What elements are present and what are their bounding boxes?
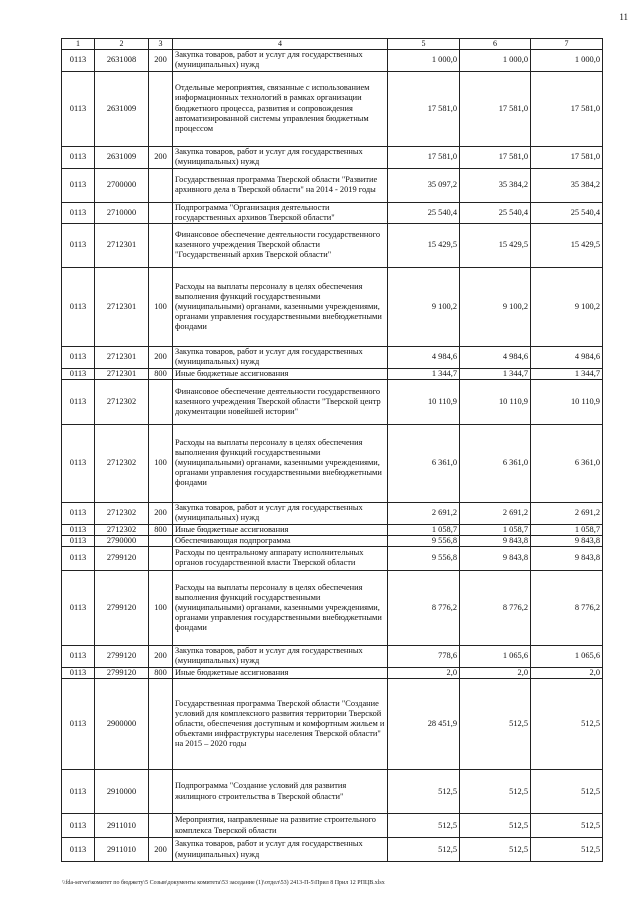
amount-col6-cell: 2 691,2 xyxy=(460,502,531,524)
amount-col6-cell: 17 581,0 xyxy=(460,71,531,146)
target-article-cell: 2631008 xyxy=(95,49,149,71)
table-row xyxy=(62,770,603,814)
table-row xyxy=(62,814,603,838)
amount-col7-cell: 25 540,4 xyxy=(531,202,603,223)
expense-type-cell: 800 xyxy=(149,524,173,535)
table-row xyxy=(62,546,603,570)
expense-type-cell: 800 xyxy=(149,667,173,678)
description-cell: Расходы на выплаты персоналу в целях обеспечения выполнения функций государственными (муниципальными) органами, казенными учреждениями, органами управления государственными внебюджетными фондами xyxy=(173,570,388,645)
expense-type-cell xyxy=(149,202,173,223)
amount-col6-cell: 9 843,8 xyxy=(460,535,531,546)
description-cell: Расходы на выплаты персоналу в целях обеспечения выполнения функций государственными (муниципальными) органами, казенными учреждениями, органами управления государственными внебюджетными фондами xyxy=(173,267,388,346)
expense-type-cell xyxy=(149,71,173,146)
amount-col6-cell: 25 540,4 xyxy=(460,202,531,223)
amount-col6-cell: 9 843,8 xyxy=(460,546,531,570)
amount-col7-cell: 17 581,0 xyxy=(531,146,603,168)
amount-col5-cell: 15 429,5 xyxy=(388,223,460,267)
column-header: 1 xyxy=(62,39,95,50)
amount-col7-cell: 512,5 xyxy=(531,838,603,862)
amount-col6-cell: 6 361,0 xyxy=(460,424,531,502)
column-header: 3 xyxy=(149,39,173,50)
amount-col5-cell: 25 540,4 xyxy=(388,202,460,223)
table-row xyxy=(62,202,603,223)
column-header: 4 xyxy=(173,39,388,50)
description-cell: Закупка товаров, работ и услуг для государственных (муниципальных) нужд xyxy=(173,645,388,667)
table-row xyxy=(62,645,603,667)
table-row xyxy=(62,168,603,202)
description-cell: Расходы по центральному аппарату исполнительных органов государственной власти Тверской области xyxy=(173,546,388,570)
column-header: 7 xyxy=(531,39,603,50)
amount-col7-cell: 2,0 xyxy=(531,667,603,678)
target-article-cell: 2799120 xyxy=(95,667,149,678)
section-code-cell: 0113 xyxy=(62,267,95,346)
amount-col5-cell: 17 581,0 xyxy=(388,71,460,146)
section-code-cell: 0113 xyxy=(62,645,95,667)
amount-col5-cell: 17 581,0 xyxy=(388,146,460,168)
amount-col7-cell: 512,5 xyxy=(531,679,603,770)
section-code-cell: 0113 xyxy=(62,679,95,770)
target-article-cell: 2712302 xyxy=(95,524,149,535)
amount-col7-cell: 1 065,6 xyxy=(531,645,603,667)
amount-col5-cell: 512,5 xyxy=(388,838,460,862)
description-cell: Финансовое обеспечение деятельности государственного казенного учреждения Тверской области "Государственный архив Тверской области" xyxy=(173,223,388,267)
target-article-cell: 2799120 xyxy=(95,546,149,570)
amount-col5-cell: 4 984,6 xyxy=(388,346,460,368)
budget-table xyxy=(61,38,603,862)
section-code-cell: 0113 xyxy=(62,346,95,368)
target-article-cell: 2712301 xyxy=(95,223,149,267)
expense-type-cell xyxy=(149,546,173,570)
amount-col5-cell: 512,5 xyxy=(388,814,460,838)
amount-col7-cell: 512,5 xyxy=(531,770,603,814)
amount-col5-cell: 9 100,2 xyxy=(388,267,460,346)
amount-col6-cell: 1 065,6 xyxy=(460,645,531,667)
target-article-cell: 2790000 xyxy=(95,535,149,546)
amount-col6-cell: 15 429,5 xyxy=(460,223,531,267)
amount-col6-cell: 512,5 xyxy=(460,814,531,838)
amount-col7-cell: 1 000,0 xyxy=(531,49,603,71)
table-row xyxy=(62,146,603,168)
description-cell: Закупка товаров, работ и услуг для государственных (муниципальных) нужд xyxy=(173,838,388,862)
target-article-cell: 2631009 xyxy=(95,146,149,168)
table-row xyxy=(62,570,603,645)
expense-type-cell xyxy=(149,770,173,814)
description-cell: Финансовое обеспечение деятельности государственного казенного учреждения Тверской области "Тверской центр документации новейшей истории" xyxy=(173,379,388,424)
amount-col7-cell: 1 344,7 xyxy=(531,368,603,379)
section-code-cell: 0113 xyxy=(62,71,95,146)
section-code-cell: 0113 xyxy=(62,368,95,379)
target-article-cell: 2712302 xyxy=(95,424,149,502)
expense-type-cell xyxy=(149,223,173,267)
target-article-cell: 2631009 xyxy=(95,71,149,146)
amount-col5-cell: 2 691,2 xyxy=(388,502,460,524)
section-code-cell: 0113 xyxy=(62,49,95,71)
amount-col7-cell: 9 100,2 xyxy=(531,267,603,346)
description-cell: Обеспечивающая подпрограмма xyxy=(173,535,388,546)
table-row xyxy=(62,838,603,862)
amount-col6-cell: 1 000,0 xyxy=(460,49,531,71)
amount-col5-cell: 10 110,9 xyxy=(388,379,460,424)
section-code-cell: 0113 xyxy=(62,424,95,502)
target-article-cell: 2712301 xyxy=(95,267,149,346)
expense-type-cell xyxy=(149,168,173,202)
section-code-cell: 0113 xyxy=(62,667,95,678)
table-row xyxy=(62,667,603,678)
expense-type-cell: 800 xyxy=(149,368,173,379)
amount-col6-cell: 1 344,7 xyxy=(460,368,531,379)
table-row xyxy=(62,502,603,524)
amount-col7-cell: 9 843,8 xyxy=(531,546,603,570)
description-cell: Подпрограмма "Организация деятельности государственных архивов Тверской области" xyxy=(173,202,388,223)
description-cell: Иные бюджетные ассигнования xyxy=(173,667,388,678)
table-row xyxy=(62,679,603,770)
amount-col5-cell: 9 556,8 xyxy=(388,535,460,546)
amount-col7-cell: 17 581,0 xyxy=(531,71,603,146)
target-article-cell: 2911010 xyxy=(95,814,149,838)
target-article-cell: 2799120 xyxy=(95,645,149,667)
amount-col6-cell: 8 776,2 xyxy=(460,570,531,645)
description-cell: Расходы на выплаты персоналу в целях обеспечения выполнения функций государственными (муниципальными) органами, казенными учреждениями, органами управления государственными внебюджетными фондами xyxy=(173,424,388,502)
description-cell: Закупка товаров, работ и услуг для государственных (муниципальных) нужд xyxy=(173,49,388,71)
expense-type-cell: 100 xyxy=(149,570,173,645)
amount-col7-cell: 35 384,2 xyxy=(531,168,603,202)
amount-col5-cell: 1 344,7 xyxy=(388,368,460,379)
amount-col6-cell: 2,0 xyxy=(460,667,531,678)
target-article-cell: 2712302 xyxy=(95,502,149,524)
table-body xyxy=(62,49,603,861)
expense-type-cell xyxy=(149,814,173,838)
expense-type-cell: 200 xyxy=(149,502,173,524)
expense-type-cell xyxy=(149,535,173,546)
amount-col5-cell: 1 000,0 xyxy=(388,49,460,71)
target-article-cell: 2900000 xyxy=(95,679,149,770)
description-cell: Мероприятия, направленные на развитие строительного комплекса Тверской области xyxy=(173,814,388,838)
target-article-cell: 2712301 xyxy=(95,346,149,368)
description-cell: Иные бюджетные ассигнования xyxy=(173,524,388,535)
target-article-cell: 2911010 xyxy=(95,838,149,862)
header-row xyxy=(62,39,603,50)
amount-col7-cell: 15 429,5 xyxy=(531,223,603,267)
section-code-cell: 0113 xyxy=(62,168,95,202)
description-cell: Отдельные мероприятия, связанные с использованием информационных технологий в рамках организации бюджетного процесса, развития и сопровождения автоматизированной системы управления бюджетным процессом xyxy=(173,71,388,146)
amount-col6-cell: 4 984,6 xyxy=(460,346,531,368)
amount-col6-cell: 35 384,2 xyxy=(460,168,531,202)
target-article-cell: 2910000 xyxy=(95,770,149,814)
expense-type-cell: 100 xyxy=(149,267,173,346)
description-cell: Подпрограмма "Создание условий для развития жилищного строительства в Тверской области" xyxy=(173,770,388,814)
section-code-cell: 0113 xyxy=(62,570,95,645)
amount-col7-cell: 9 843,8 xyxy=(531,535,603,546)
table-row xyxy=(62,424,603,502)
amount-col7-cell: 8 776,2 xyxy=(531,570,603,645)
amount-col7-cell: 4 984,6 xyxy=(531,346,603,368)
file-path-footer: \\fda-server\комитет по бюджету\5 Созыв\документы комитета\53 заседание (1)\отдел\53) 2413-П-5\Прил 8 Прил 12 РПЦВ.xlsx xyxy=(62,880,385,886)
description-cell: Государственная программа Тверской области "Создание условий для комплексного развития территории Тверской области, обеспечения доступным и комфортным жильем и объектами инфраструктуры населения Тверской области" на 2015 – 2020 годы xyxy=(173,679,388,770)
amount-col5-cell: 28 451,9 xyxy=(388,679,460,770)
amount-col6-cell: 512,5 xyxy=(460,770,531,814)
amount-col5-cell: 9 556,8 xyxy=(388,546,460,570)
table-row xyxy=(62,346,603,368)
column-header: 6 xyxy=(460,39,531,50)
amount-col7-cell: 6 361,0 xyxy=(531,424,603,502)
table-row xyxy=(62,267,603,346)
section-code-cell: 0113 xyxy=(62,524,95,535)
expense-type-cell: 200 xyxy=(149,146,173,168)
amount-col5-cell: 35 097,2 xyxy=(388,168,460,202)
table-row xyxy=(62,368,603,379)
section-code-cell: 0113 xyxy=(62,502,95,524)
amount-col6-cell: 10 110,9 xyxy=(460,379,531,424)
amount-col5-cell: 6 361,0 xyxy=(388,424,460,502)
expense-type-cell: 200 xyxy=(149,645,173,667)
description-cell: Закупка товаров, работ и услуг для государственных (муниципальных) нужд xyxy=(173,146,388,168)
section-code-cell: 0113 xyxy=(62,379,95,424)
amount-col7-cell: 512,5 xyxy=(531,814,603,838)
description-cell: Иные бюджетные ассигнования xyxy=(173,368,388,379)
amount-col5-cell: 8 776,2 xyxy=(388,570,460,645)
amount-col7-cell: 1 058,7 xyxy=(531,524,603,535)
description-cell: Закупка товаров, работ и услуг для государственных (муниципальных) нужд xyxy=(173,346,388,368)
target-article-cell: 2712302 xyxy=(95,379,149,424)
table-row xyxy=(62,524,603,535)
amount-col6-cell: 512,5 xyxy=(460,838,531,862)
section-code-cell: 0113 xyxy=(62,146,95,168)
expense-type-cell xyxy=(149,679,173,770)
amount-col5-cell: 512,5 xyxy=(388,770,460,814)
expense-type-cell xyxy=(149,379,173,424)
expense-type-cell: 200 xyxy=(149,49,173,71)
section-code-cell: 0113 xyxy=(62,535,95,546)
table-row xyxy=(62,49,603,71)
section-code-cell: 0113 xyxy=(62,202,95,223)
target-article-cell: 2710000 xyxy=(95,202,149,223)
table-row xyxy=(62,535,603,546)
amount-col5-cell: 2,0 xyxy=(388,667,460,678)
target-article-cell: 2700000 xyxy=(95,168,149,202)
description-cell: Закупка товаров, работ и услуг для государственных (муниципальных) нужд xyxy=(173,502,388,524)
amount-col6-cell: 9 100,2 xyxy=(460,267,531,346)
target-article-cell: 2712301 xyxy=(95,368,149,379)
amount-col7-cell: 10 110,9 xyxy=(531,379,603,424)
section-code-cell: 0113 xyxy=(62,223,95,267)
expense-type-cell: 200 xyxy=(149,346,173,368)
amount-col5-cell: 778,6 xyxy=(388,645,460,667)
column-header: 2 xyxy=(95,39,149,50)
amount-col5-cell: 1 058,7 xyxy=(388,524,460,535)
section-code-cell: 0113 xyxy=(62,838,95,862)
amount-col6-cell: 17 581,0 xyxy=(460,146,531,168)
table-row xyxy=(62,71,603,146)
amount-col6-cell: 1 058,7 xyxy=(460,524,531,535)
page-number: 11 xyxy=(619,12,628,22)
amount-col6-cell: 512,5 xyxy=(460,679,531,770)
section-code-cell: 0113 xyxy=(62,814,95,838)
table-row xyxy=(62,379,603,424)
target-article-cell: 2799120 xyxy=(95,570,149,645)
section-code-cell: 0113 xyxy=(62,770,95,814)
column-header: 5 xyxy=(388,39,460,50)
table-row xyxy=(62,223,603,267)
section-code-cell: 0113 xyxy=(62,546,95,570)
description-cell: Государственная программа Тверской области "Развитие архивного дела в Тверской области" на 2014 - 2019 годы xyxy=(173,168,388,202)
amount-col7-cell: 2 691,2 xyxy=(531,502,603,524)
expense-type-cell: 100 xyxy=(149,424,173,502)
expense-type-cell: 200 xyxy=(149,838,173,862)
